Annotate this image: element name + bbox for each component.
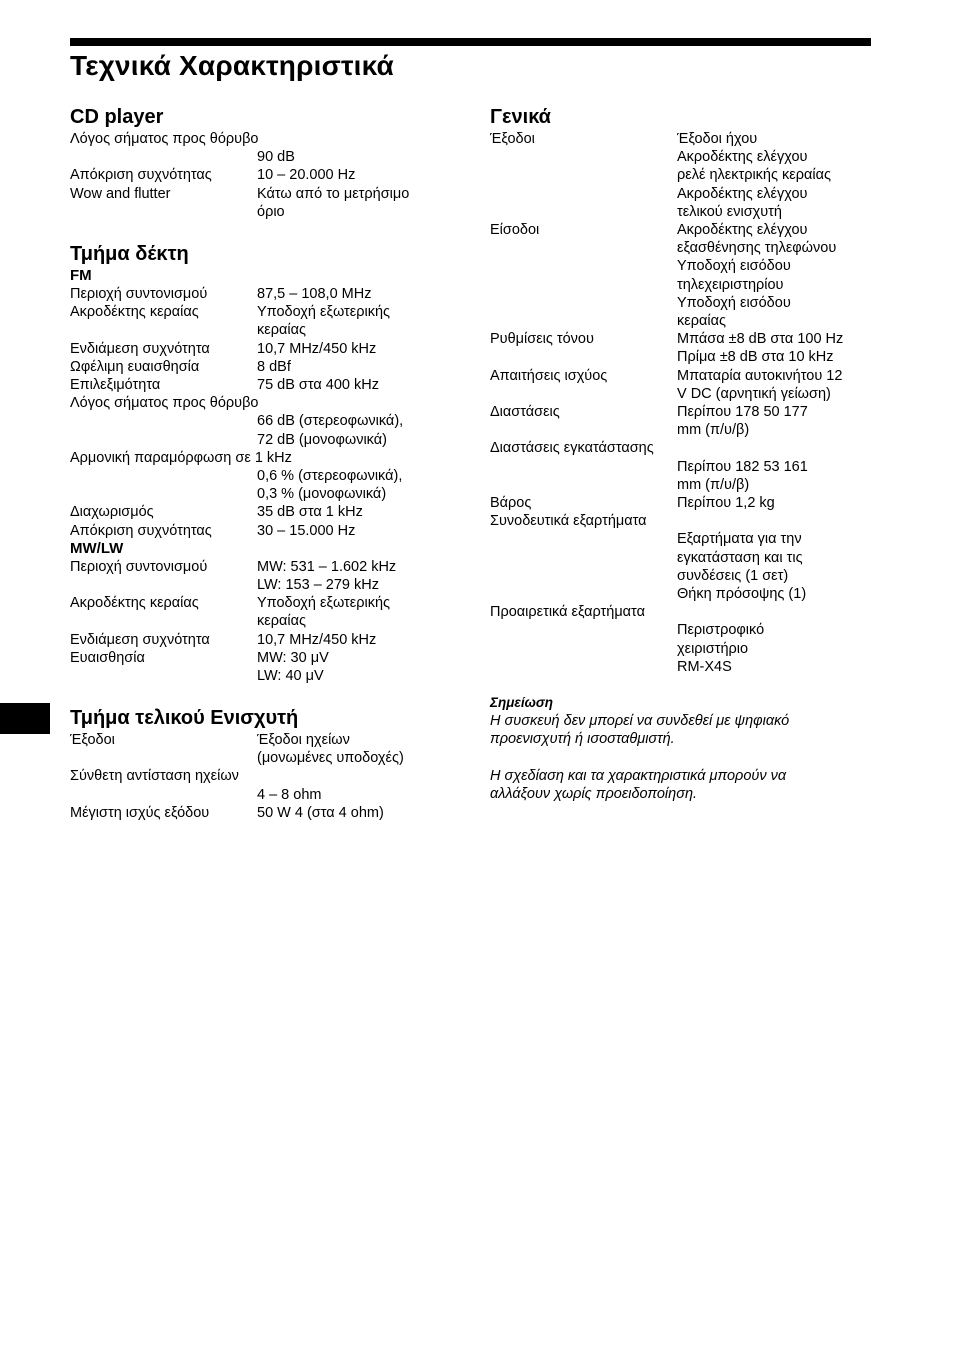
general-specs	[490, 130, 875, 676]
spec-row	[490, 512, 875, 603]
spec-value-line: MW: 531 – 1.602 kHz	[257, 558, 397, 575]
spec-value-line: όριο	[257, 203, 285, 220]
spec-label: Περιοχή συντονισμού	[70, 558, 208, 575]
spec-label: Ακροδέκτης κεραίας	[70, 304, 199, 321]
spec-label: Αρμονική παραμόρφωση σε 1 kHz	[70, 449, 292, 466]
spec-value	[257, 303, 390, 339]
spec-value	[677, 130, 831, 221]
spec-label: Ευαισθησία	[70, 649, 145, 666]
spec-row	[490, 439, 875, 494]
note-line-2: προενισχυτή ή ισοσταθμιστή.	[490, 731, 675, 748]
spec-row	[70, 767, 450, 803]
spec-row	[70, 303, 450, 339]
spec-value-line: κεραίας	[677, 313, 726, 330]
spec-row	[490, 221, 875, 330]
spec-row	[490, 130, 875, 221]
spec-row	[70, 166, 450, 184]
spec-label: Διαστάσεις εγκατάστασης	[490, 440, 654, 457]
spec-value	[257, 649, 329, 685]
spec-label: Περιοχή συντονισμού	[70, 285, 208, 302]
spec-value-line: 10,7 MHz/450 kHz	[257, 631, 377, 648]
spec-row	[70, 185, 450, 221]
spec-label: Λόγος σήματος προς θόρυβο	[70, 395, 259, 412]
spec-label: Έξοδοι	[70, 732, 115, 749]
spec-value-line: 30 – 15.000 Hz	[257, 522, 356, 539]
spec-value-line: 50 W 4 (στα 4 ohm)	[257, 804, 384, 821]
spec-value-line: Έξοδοι ήχου	[677, 131, 758, 147]
spec-label: Μέγιστη ισχύς εξόδου	[70, 804, 210, 821]
spec-value-line: ρελέ ηλεκτρικής κεραίας	[677, 167, 831, 184]
spec-value	[257, 503, 363, 521]
spec-value	[257, 166, 355, 184]
spec-label: Ενδιάμεση συχνότητα	[70, 340, 210, 357]
spec-value-line: mm (π/υ/β)	[677, 476, 750, 493]
spec-label: Βάρος	[490, 494, 532, 511]
spec-value-line: συνδέσεις (1 σετ)	[677, 567, 789, 584]
spec-label: Επιλεξιμότητα	[70, 376, 161, 393]
spec-value-line: εγκατάσταση και τις	[677, 549, 803, 566]
general-heading: Γενικά	[490, 106, 551, 128]
spec-label: Wow and flutter	[70, 185, 171, 202]
spec-value-line: 4 – 8 ohm	[257, 786, 322, 803]
spec-row	[70, 804, 450, 822]
spec-value	[257, 185, 409, 221]
spec-value	[677, 494, 775, 512]
spec-label: Ακροδέκτης κεραίας	[70, 595, 199, 612]
spec-value-line: Περιστροφικό	[677, 622, 765, 639]
spec-value	[257, 804, 384, 822]
spec-row	[490, 603, 875, 676]
spec-value-line: MW: 30 μV	[257, 649, 329, 666]
spec-value-line: Υποδοχή εξωτερικής	[257, 304, 391, 321]
note-line-4: αλλάξουν χωρίς προειδοποίηση.	[490, 785, 698, 802]
spec-value-line: Μπαταρία αυτοκινήτου 12	[677, 367, 843, 384]
spec-value-line: RM-X4S	[677, 658, 732, 675]
spec-label: Είσοδοι	[490, 222, 540, 238]
spec-value-line: LW: 40 μV	[257, 667, 324, 684]
spec-row	[490, 403, 875, 439]
spec-label: Ενδιάμεση συχνότητα	[70, 631, 210, 648]
spec-value-line: Υποδοχή εισόδου	[677, 258, 791, 275]
spec-value-line: Πρίμα ±8 dB στα 10 kHz	[677, 349, 834, 366]
spec-value	[490, 530, 875, 603]
spec-value-line: (μονωμένες υποδοχές)	[257, 750, 404, 767]
spec-value-line: V DC (αρνητική γείωση)	[677, 385, 831, 402]
spec-value	[677, 221, 836, 330]
spec-row	[70, 731, 450, 767]
spec-value	[257, 376, 379, 394]
spec-value-line: χειριστήριο	[677, 640, 749, 657]
spec-value-line: Υποδοχή εξωτερικής	[257, 595, 391, 612]
tuner-heading: Τμήμα δέκτη	[70, 242, 189, 265]
spec-row	[70, 503, 450, 521]
spec-row	[70, 394, 450, 449]
spec-value	[70, 467, 450, 503]
note-block	[490, 694, 875, 803]
page-side-tab	[0, 703, 50, 734]
spec-value-line: κεραίας	[257, 613, 306, 630]
spec-value-line: Θήκη πρόσοψης (1)	[677, 585, 807, 602]
spec-label: Σύνθετη αντίσταση ηχείων	[70, 768, 239, 785]
spec-value	[257, 731, 404, 767]
spec-value-line: mm (π/υ/β)	[677, 422, 750, 439]
cd-player-heading: CD player	[70, 106, 164, 128]
mwlw-subheading: MW/LW	[70, 539, 124, 557]
spec-value-line: 0,3 % (μονοφωνικά)	[257, 486, 387, 503]
spec-value	[70, 412, 450, 448]
spec-row	[70, 358, 450, 376]
spec-value-line: κεραίας	[257, 322, 306, 339]
spec-label: Λόγος σήματος προς θόρυβο	[70, 131, 259, 147]
spec-value	[490, 621, 875, 676]
spec-value	[677, 330, 843, 366]
spec-row	[490, 367, 875, 403]
spec-value-line: 66 dB (στερεοφωνικά),	[257, 413, 404, 430]
spec-value	[257, 631, 376, 649]
spec-row	[490, 330, 875, 366]
spec-label: Απαιτήσεις ισχύος	[490, 367, 608, 384]
spec-value-line: Μπάσα ±8 dB στα 100 Hz	[677, 331, 844, 348]
spec-value	[490, 458, 875, 494]
spec-label: Ρυθμίσεις τόνου	[490, 331, 594, 348]
note-line-3: Η σχεδίαση και τα χαρακτηριστικά μπορούν να	[490, 767, 787, 784]
spec-row	[70, 285, 450, 303]
spec-row	[70, 130, 450, 166]
cd-player-specs	[70, 130, 450, 221]
fm-specs	[70, 285, 450, 540]
amplifier-heading: Τμήμα τελικού Ενισχυτή	[70, 707, 299, 730]
spec-value-line: Κάτω από το μετρήσιμο	[257, 185, 410, 202]
spec-value-line: Έξοδοι ηχείων	[257, 732, 350, 749]
spec-row	[490, 494, 875, 512]
spec-value-line: Ακροδέκτης ελέγχου	[677, 222, 808, 238]
spec-value-line: εξασθένησης τηλεφώνου	[677, 240, 837, 257]
spec-value-line: Περίπου 1,2 kg	[677, 494, 775, 511]
fm-subheading: FM	[70, 266, 92, 284]
spec-value	[257, 594, 390, 630]
spec-row	[70, 649, 450, 685]
spec-value	[70, 148, 450, 166]
amplifier-specs	[70, 731, 450, 822]
spec-label: Διαχωρισμός	[70, 504, 154, 521]
spec-value-line: 10,7 MHz/450 kHz	[257, 340, 377, 357]
spec-row	[70, 522, 450, 540]
spec-value-line: 35 dB στα 1 kHz	[257, 504, 363, 521]
spec-label: Ωφέλιμη ευαισθησία	[70, 358, 200, 375]
spec-value	[677, 403, 808, 439]
spec-value-line: Εξαρτήματα για την	[677, 531, 802, 548]
spec-value-line: Περίπου 178 50 177	[677, 403, 808, 420]
spec-label: Απόκριση συχνότητας	[70, 167, 212, 184]
spec-label: Απόκριση συχνότητας	[70, 522, 212, 539]
spec-row	[70, 449, 450, 504]
spec-row	[70, 376, 450, 394]
spec-value-line: LW: 153 – 279 kHz	[257, 576, 379, 593]
left-column	[70, 104, 450, 822]
spec-value-line: Ακροδέκτης ελέγχου	[677, 185, 808, 202]
page-title: Τεχνικά Χαρακτηριστικά	[70, 50, 394, 81]
spec-value-line: 75 dB στα 400 kHz	[257, 376, 379, 393]
spec-value-line: τηλεχειριστηρίου	[677, 276, 784, 293]
spec-value-line: 72 dB (μονοφωνικά)	[257, 431, 387, 448]
spec-row	[70, 340, 450, 358]
spec-value-line: Ακροδέκτης ελέγχου	[677, 149, 808, 166]
spec-value-line: 10 – 20.000 Hz	[257, 167, 356, 184]
spec-value-line: 8 dBf	[257, 358, 291, 375]
spec-label: Διαστάσεις	[490, 403, 560, 420]
mwlw-specs	[70, 558, 450, 685]
spec-value	[677, 367, 842, 403]
top-rule	[70, 38, 871, 46]
spec-value	[257, 358, 291, 376]
spec-value-line: 87,5 – 108,0 MHz	[257, 285, 372, 302]
spec-value-line: Περίπου 182 53 161	[677, 458, 808, 475]
spec-value	[257, 558, 396, 594]
spec-value	[257, 522, 355, 540]
right-column	[490, 104, 875, 803]
spec-value	[257, 340, 376, 358]
spec-value-line: τελικού ενισχυτή	[677, 203, 782, 220]
spec-value	[70, 786, 450, 804]
spec-row	[70, 594, 450, 630]
spec-label: Συνοδευτικά εξαρτήματα	[490, 513, 647, 530]
note-line-1: Η συσκευή δεν μπορεί να συνδεθεί με ψηφιακό	[490, 713, 790, 730]
note-title: Σημείωση	[490, 694, 554, 710]
spec-value	[257, 285, 371, 303]
spec-row	[70, 631, 450, 649]
spec-label: Προαιρετικά εξαρτήματα	[490, 604, 645, 621]
spec-row	[70, 558, 450, 594]
spec-value-line: Υποδοχή εισόδου	[677, 294, 791, 311]
spec-value-line: 90 dB	[257, 149, 295, 166]
spec-label: Έξοδοι	[490, 131, 535, 147]
spec-value-line: 0,6 % (στερεοφωνικά),	[257, 467, 403, 484]
